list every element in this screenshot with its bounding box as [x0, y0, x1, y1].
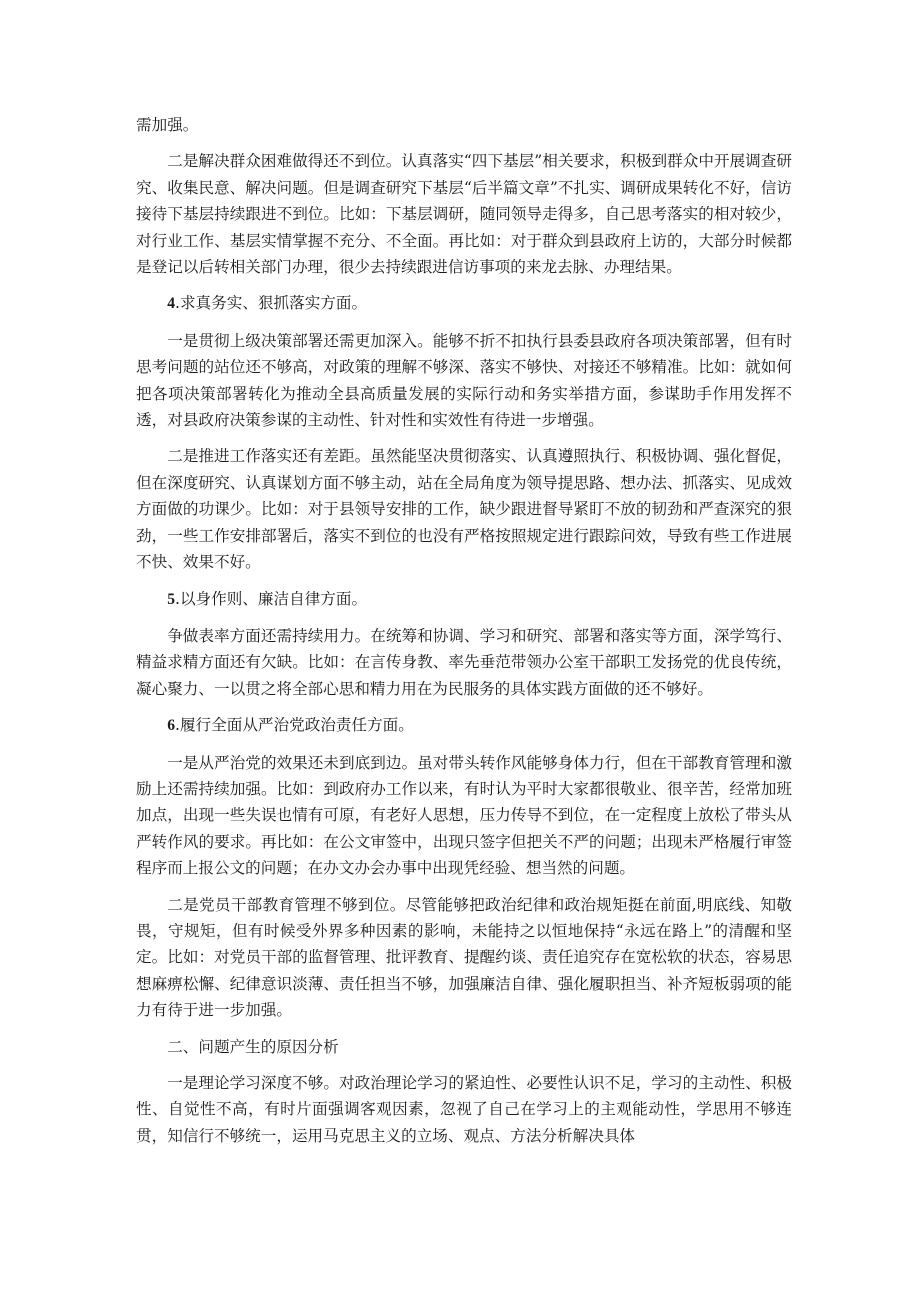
heading-4-text: .求真务实、狠抓落实方面。	[174, 294, 368, 313]
paragraph-theory-study: 一是理论学习深度不够。对政治理论学习的紧迫性、必要性认识不足，学习的主动性、积极性、自觉性不高，有时片面强调客观因素，忽视了自己在学习上的主观能动性，学思用不够连贯，知信行不够统一，运用马克思主义的立场、观点、方法分析解决具体	[136, 1074, 792, 1145]
document-page	[136, 112, 792, 1159]
heading-6	[136, 712, 792, 739]
heading-5-number: 5	[167, 590, 175, 608]
paragraph-role-model: 争做表率方面还需持续用力。在统筹和协调、学习和研究、部署和落实等方面，深学笃行、精益求精方面还有欠缺。比如：在言传身教、率先垂范带领办公室干部职工发扬党的优良传统，凝心聚力、一以贯之将全部心思和精力用在为民服务的具体实践方面做的还不够好。	[136, 626, 792, 698]
heading-5-text: .以身作则、廉洁自律方面。	[174, 589, 368, 608]
heading-4-number: 4	[167, 295, 175, 313]
section-heading-causes: 二、问题产生的原因分析	[167, 1037, 339, 1056]
paragraph-masses-difficulties: 二是解决群众困难做得还不到位。认真落实“四下基层”相关要求，积极到群众中开展调查研究、收集民意、解决问题。但是调查研究下基层“后半篇文章”不扎实、调研成果转化不好，信访接待下基层持续跟进不到位。比如：下基层调研，随同领导走得多，自己思考落实的相对较少，对行业工作、基层实情掌握不充分、不全面。再比如：对于群众到县政府上访的，大部分时候都是登记以后转相关部门办理，很少去持续跟进信访事项的来龙去脉、办理结果。	[136, 152, 792, 277]
paragraph-continuation: 需加强。	[136, 116, 199, 134]
paragraph-cadre-management: 二是党员干部教育管理不够到位。尽管能够把政治纪律和政治规矩挺在前面,明底线、知敬畏，守规矩，但有时候受外界多种因素的影响，未能持之以恒地保持“永远在路上”的清醒和坚定。比如：对党员干部的监督管理、批评教育、提醒约谈、责任追究存在宽松软的状态，容易思想麻痹松懈、纪律意识淡薄、责任担当不够，加强廉洁自律、强化履职担当、补齐短板弱项的能力有待于进一步加强。	[136, 895, 792, 1020]
heading-6-text: .履行全面从严治党政治责任方面。	[174, 716, 414, 735]
paragraph-work-progress: 二是推进工作落实还有差距。虽然能坚决贯彻落实、认真遵照执行、积极协调、强化督促，但在深度研究、认真谋划方面不够主动，站在全局角度为领导提思路、想办法、抓落实、见成效方面做的功课少。比如：对于县领导安排的工作，缺少跟进督导紧盯不放的韧劲和严查深究的狠劲，一些工作安排部署后，落实不到位的也没有严格按照规定进行跟踪问效，导致有些工作进展不快、效果不好。	[136, 447, 792, 572]
heading-5	[136, 586, 792, 613]
paragraph-party-governance: 一是从严治党的效果还未到底到边。虽对带头转作风能够身体力行，但在干部教育管理和激励上还需持续加强。比如：到政府办工作以来，有时认为平时大家都很敬业、很辛苦，经常加班加点，出现一些失误也情有可原，有老好人思想，压力传导不到位，在一定程度上放松了带头从严转作风的要求。再比如：在公文审签中，出现只签字但把关不严的问题；出现未严格履行审签程序而上报公文的问题；在办文办会办事中出现凭经验、想当然的问题。	[136, 753, 792, 878]
heading-6-number: 6	[167, 717, 175, 735]
heading-4	[136, 290, 792, 317]
paragraph-policy-implementation: 一是贯彻上级决策部署还需更加深入。能够不折不扣执行县委县政府各项决策部署，但有时思考问题的站位还不够高，对政策的理解不够深、落实不够快、对接还不够精准。比如：就如何把各项决策部署转化为推动全县高质量发展的实际行动和务实举措方面，参谋助手作用发挥不透，对县政府决策参谋的主动性、针对性和实效性有待进一步增强。	[136, 331, 792, 430]
